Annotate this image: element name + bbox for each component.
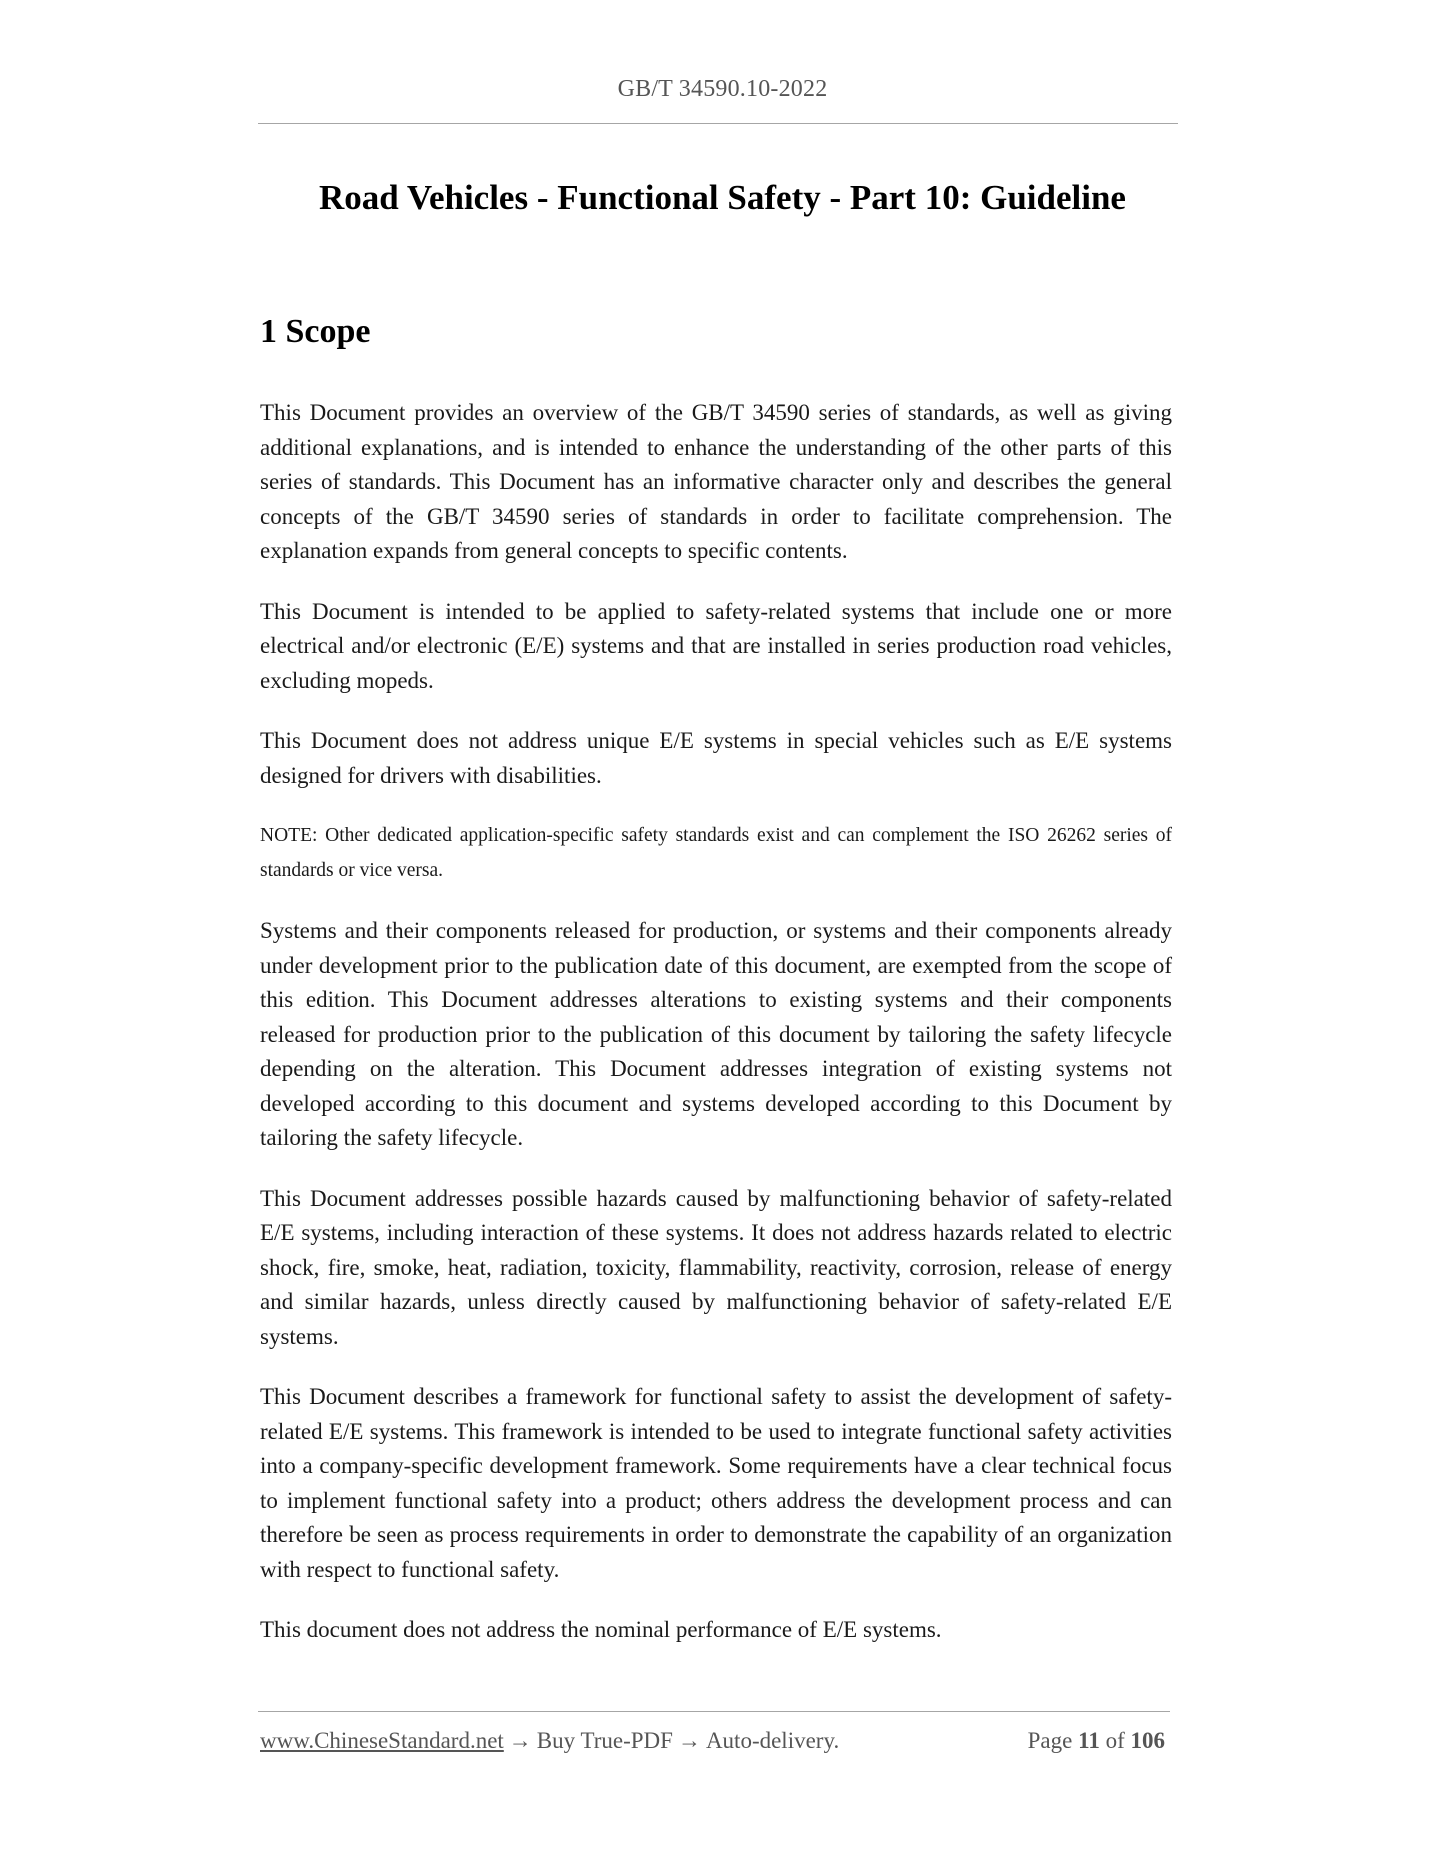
header-divider [258,123,1178,124]
page-of: of [1105,1728,1125,1753]
page-number [1028,1728,1165,1754]
page-label: Page [1027,1728,1073,1753]
paragraph: This Document is intended to be applied to safety-related systems that include one or more electrical and/or electronic (E/E) systems and that are installed in series production road vehicles, excluding mopeds. [260,598,1172,693]
footer-divider [258,1711,1170,1712]
paragraph: This Document addresses possible hazards caused by malfunctioning behavior of safety-related E/E systems, including interaction of these systems. It does not address hazards related to electric shock, fire, smoke, heat, radiation, toxicity, flammability, reactivity, corrosion, release of energy and similar hazards, unless directly caused by malfunctioning behavior of safety-related E/E systems. [260,1185,1172,1349]
running-header: GB/T 34590.10-2022 [617,76,828,102]
page-current: 11 [1078,1728,1100,1753]
note: NOTE: Other dedicated application-specific safety standards exist and can complement the ISO 26262 series of standards or vice versa. [260,825,1172,881]
document-title: Road Vehicles - Functional Safety - Part 10: Guideline [319,178,1126,217]
website-link[interactable]: www.ChineseStandard.net [260,1728,504,1753]
footer-promo [260,1728,839,1754]
page-total: 106 [1130,1728,1165,1753]
paragraph: Systems and their components released for production, or systems and their components already under development prior to the publication date of this document, are exempted from the scope of this edition. This Document addresses alterations to existing systems and their components released for production prior to the publication of this document by tailoring the safety lifecycle depending on the alteration. This Document addresses integration of existing systems not developed according to this document and systems developed according to this Document by tailoring the safety lifecycle. [260,918,1172,1150]
section-heading: 1 Scope [260,313,371,350]
footer-step-buy: Buy True-PDF [536,1728,673,1753]
paragraph: This Document describes a framework for functional safety to assist the development of safety-related E/E systems. This framework is intended to be used to integrate functional safety activities into a company-specific development framework. Some requirements have a clear technical focus to implement functional safety into a product; others address the development process and can therefore be seen as process requirements in order to demonstrate the capability of an organization with respect to functional safety. [260,1384,1172,1582]
section-body [260,396,1172,1674]
arrow-right-icon: → [677,1728,701,1753]
footer-step-delivery: Auto-delivery. [705,1728,840,1753]
arrow-right-icon: → [508,1728,532,1753]
paragraph: This Document does not address unique E/E systems in special vehicles such as E/E systems designed for drivers with disabilities. [260,728,1172,788]
paragraph: This Document provides an overview of the GB/T 34590 series of standards, as well as giving additional explanations, and is intended to enhance the understanding of the other parts of this series of standards. This Document has an informative character only and describes the general concepts of the GB/T 34590 series of standards in order to facilitate comprehension. The explanation expands from general concepts to specific contents. [260,400,1172,563]
paragraph: This document does not address the nominal performance of E/E systems. [260,1617,942,1642]
